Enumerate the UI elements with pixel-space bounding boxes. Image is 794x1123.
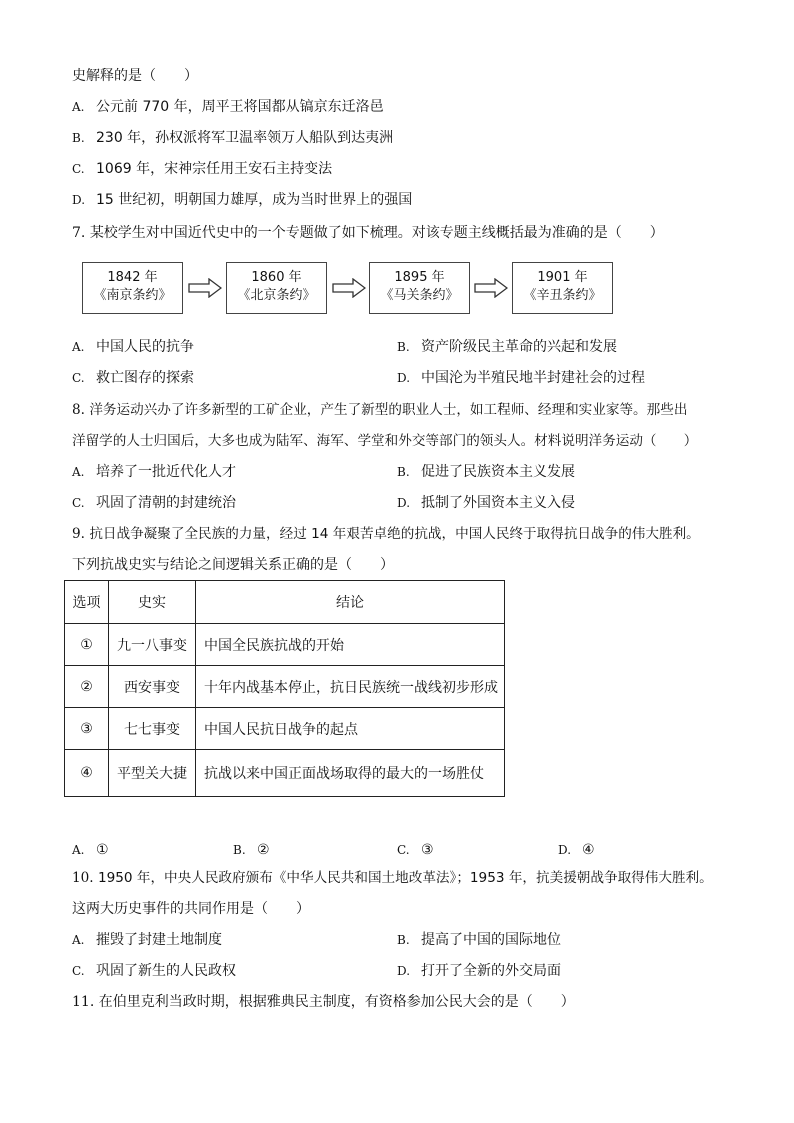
q6-option-a: A. 公元前 770 年，周平王将国都从镐京东迁洛邑 bbox=[72, 99, 384, 115]
arrow-right-icon bbox=[474, 278, 508, 298]
q9-stem-line1: 9. 抗日战争凝聚了全民族的力量，经过 14 年艰苦卓绝的抗战，中国人民终于取得抗日战争的伟大胜利。 bbox=[72, 526, 700, 542]
q9-option-c: C. ③ bbox=[397, 842, 434, 858]
q7-option-d: D. 中国沦为半殖民地半封建社会的过程 bbox=[397, 370, 645, 386]
q8-option-b: B. 促进了民族资本主义发展 bbox=[397, 464, 575, 480]
q8-option-c: C. 巩固了清朝的封建统治 bbox=[72, 495, 236, 511]
table-cell-conclusion: 十年内战基本停止，抗日民族统一战线初步形成 bbox=[196, 666, 505, 708]
table-cell-option: ④ bbox=[65, 750, 109, 797]
q10-option-d: D. 打开了全新的外交局面 bbox=[397, 963, 561, 979]
q6-option-c: C. 1069 年，宋神宗任用王安石主持变法 bbox=[72, 161, 333, 177]
table-cell-option: ① bbox=[65, 624, 109, 666]
q6-option-d: D. 15 世纪初，明朝国力雄厚，成为当时世界上的强国 bbox=[72, 192, 413, 208]
table-cell-fact: 九一八事变 bbox=[109, 624, 196, 666]
flow-box-1: 1842 年 《南京条约》 bbox=[82, 262, 183, 314]
table-cell-fact: 平型关大捷 bbox=[109, 750, 196, 797]
q6-option-b: B. 230 年，孙权派将军卫温率领万人船队到达夷洲 bbox=[72, 130, 394, 146]
q10-option-a: A. 摧毁了封建土地制度 bbox=[72, 932, 222, 948]
table-cell-conclusion: 中国人民抗日战争的起点 bbox=[196, 708, 505, 750]
q10-option-b: B. 提高了中国的国际地位 bbox=[397, 932, 561, 948]
q7-option-b: B. 资产阶级民主革命的兴起和发展 bbox=[397, 339, 617, 355]
table-cell-option: ③ bbox=[65, 708, 109, 750]
table-row bbox=[65, 624, 505, 666]
table-cell-fact: 西安事变 bbox=[109, 666, 196, 708]
flow-box-2: 1860 年 《北京条约》 bbox=[226, 262, 327, 314]
table-header-row bbox=[65, 581, 505, 624]
q9-stem-line2: 下列抗战史实与结论之间逻辑关系正确的是（ ） bbox=[72, 557, 394, 573]
table-header-fact: 史实 bbox=[109, 581, 196, 624]
q6-stem-tail: 史解释的是（ ） bbox=[72, 68, 198, 84]
q7-option-a: A. 中国人民的抗争 bbox=[72, 339, 194, 355]
table-cell-option: ② bbox=[65, 666, 109, 708]
arrow-right-icon bbox=[188, 278, 222, 298]
q9-option-a: A. ① bbox=[72, 842, 109, 858]
q8-stem-line1: 8. 洋务运动兴办了许多新型的工矿企业，产生了新型的职业人士，如工程师、经理和实业家等。那些出 bbox=[72, 402, 688, 418]
q8-option-d: D. 抵制了外国资本主义入侵 bbox=[397, 495, 575, 511]
q9-history-table bbox=[64, 580, 505, 797]
flow-box-4: 1901 年 《辛丑条约》 bbox=[512, 262, 613, 314]
arrow-right-icon bbox=[332, 278, 366, 298]
q9-option-b: B. ② bbox=[233, 842, 270, 858]
table-row bbox=[65, 750, 505, 797]
q7-stem: 7. 某校学生对中国近代史中的一个专题做了如下梳理。对该专题主线概括最为准确的是（ ） bbox=[72, 225, 664, 241]
q10-stem-line2: 这两大历史事件的共同作用是（ ） bbox=[72, 901, 310, 917]
q7-treaty-flow bbox=[82, 262, 622, 316]
flow-box-3: 1895 年 《马关条约》 bbox=[369, 262, 470, 314]
q8-stem-line2: 洋留学的人士归国后，大多也成为陆军、海军、学堂和外交等部门的领头人。材料说明洋务运动（ ） bbox=[72, 433, 698, 449]
q9-option-d: D. ④ bbox=[558, 842, 595, 858]
table-header-option: 选项 bbox=[65, 581, 109, 624]
table-header-conclusion: 结论 bbox=[196, 581, 505, 624]
table-cell-conclusion: 中国全民族抗战的开始 bbox=[196, 624, 505, 666]
table-row bbox=[65, 666, 505, 708]
q10-stem-line1: 10. 1950 年，中央人民政府颁布《中华人民共和国土地改革法》；1953 年，抗美援朝战争取得伟大胜利。 bbox=[72, 870, 713, 886]
table-cell-conclusion: 抗战以来中国正面战场取得的最大的一场胜仗 bbox=[196, 750, 505, 797]
table-row bbox=[65, 708, 505, 750]
q7-option-c: C. 救亡图存的探索 bbox=[72, 370, 194, 386]
table-cell-fact: 七七事变 bbox=[109, 708, 196, 750]
q11-stem: 11. 在伯里克利当政时期，根据雅典民主制度，有资格参加公民大会的是（ ） bbox=[72, 994, 575, 1010]
q8-option-a: A. 培养了一批近代化人才 bbox=[72, 464, 236, 480]
q10-option-c: C. 巩固了新生的人民政权 bbox=[72, 963, 236, 979]
